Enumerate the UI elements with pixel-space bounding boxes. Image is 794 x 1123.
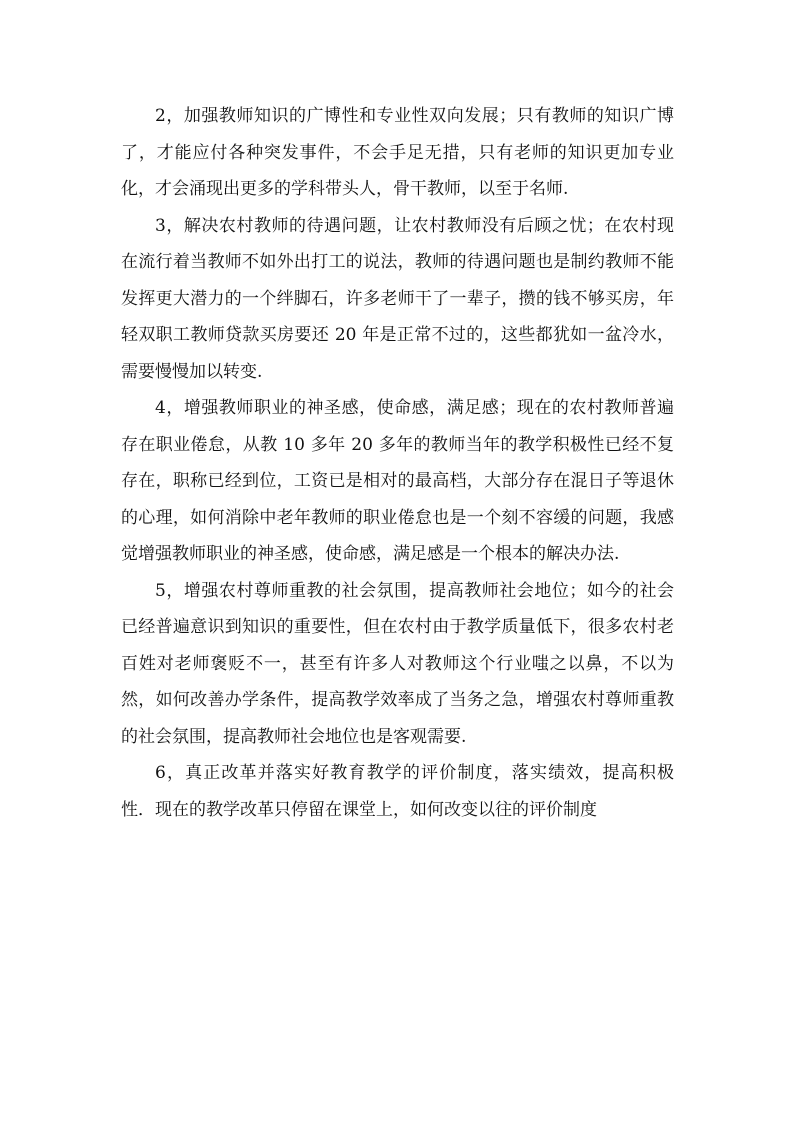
paragraph-6: 6，真正改革并落实好教育教学的评价制度，落实绩效，提高积极性．现在的教学改革只停留在课堂上，如何改变以往的评价制度 bbox=[121, 763, 674, 820]
paragraph-5: 5，增强农村尊师重教的社会氛围，提高教师社会地位；如今的社会已经普遍意识到知识的重要性，但在农村由于教学质量低下，很多农村老百姓对老师褒贬不一，甚至有许多人对教师这个行业嗤之以鼻，不以为然，如何改善办学条件，提高教学效率成了当务之急，增强农村尊师重教的社会氛围，提高教师社会地位也是客观需要. bbox=[121, 580, 674, 747]
paragraph-2: 2，加强教师知识的广博性和专业性双向发展；只有教师的知识广博了，才能应付各种突发事件，不会手足无措，只有老师的知识更加专业化，才会涌现出更多的学科带头人，骨干教师，以至于名师. bbox=[121, 106, 674, 199]
paragraph-3: 3，解决农村教师的待遇问题，让农村教师没有后顾之忧；在农村现在流行着当教师不如外出打工的说法，教师的待遇问题也是制约教师不能发挥更大潜力的一个绊脚石，许多老师干了一辈子，攒的钱不够买房，年轻双职工教师贷款买房要还 20 年是正常不过的，这些都犹如一盆冷水，需要慢慢加以转变. bbox=[121, 215, 674, 382]
paragraph-4: 4，增强教师职业的神圣感，使命感，满足感；现在的农村教师普遍存在职业倦怠，从教 10 多年 20 多年的教师当年的教学积极性已经不复存在，职称已经到位，工资已是相对的最高档，大部分存在混日子等退休的心理，如何消除中老年教师的职业倦怠也是一个刻不容缓的问题，我感觉增强教师职业的神圣感，使命感，满足感是一个根本的解决办法. bbox=[121, 398, 674, 564]
document-body bbox=[121, 98, 674, 828]
